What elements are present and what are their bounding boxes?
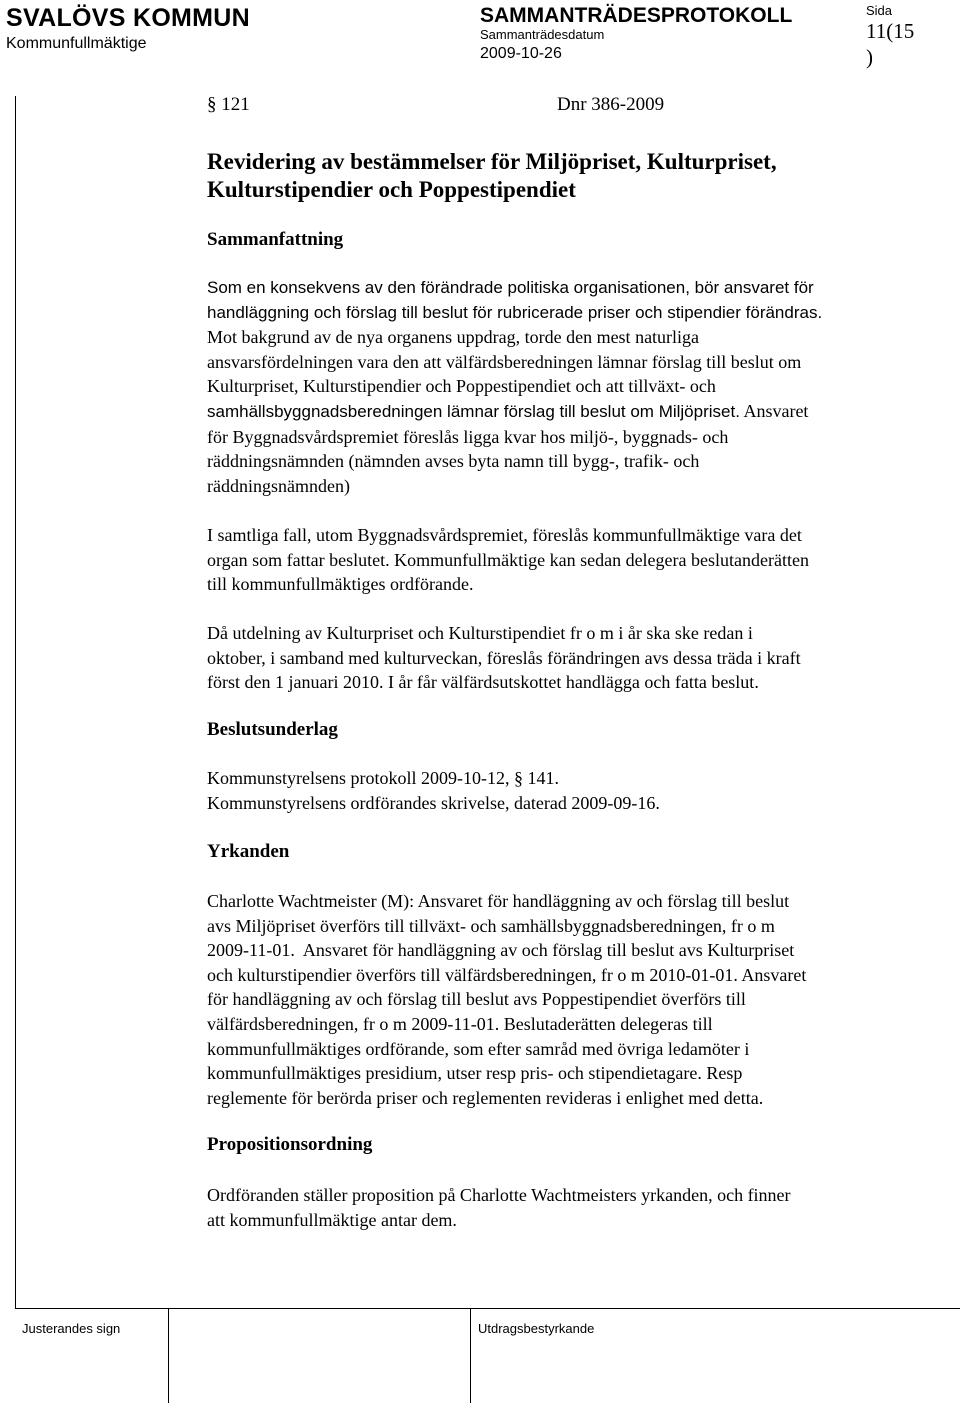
text-line: kommunfullmäktiges ordförande, som efter samråd med övriga ledamöter i	[207, 1038, 750, 1059]
footer-column-divider	[470, 1308, 471, 1403]
text-line: först den 1 januari 2010. I år får välfärdsutskottet handlägga och fatta beslut.	[207, 672, 759, 693]
text-line: Ordföranden ställer proposition på Charlotte Wachtmeisters yrkanden, och finner	[207, 1185, 791, 1205]
text-line: Mot bakgrund av de nya organens uppdrag, torde den mest naturliga	[207, 327, 700, 348]
section-sign: §	[207, 94, 217, 115]
diary-number: Dnr 386-2009	[557, 94, 665, 115]
text-line: Som en konsekvens av den förändrade politiska organisationen, bör ansvaret för	[207, 278, 814, 297]
page-number-close: )	[866, 45, 873, 69]
summary-heading: Sammanfattning	[207, 229, 344, 250]
text-line: Kulturpriset, Kulturstipendier och Poppestipendiet och att tillväxt- och	[207, 376, 716, 397]
extract-certification-label: Utdragsbestyrkande	[478, 1321, 595, 1336]
footer-divider	[15, 1308, 960, 1309]
summary-paragraph	[207, 523, 937, 597]
text-line: handläggning och förslag till beslut för rubricerade priser och stipendier förändras.	[207, 302, 823, 322]
text-line: för handläggning av och förslag till beslut avs Poppestipendiet överförs till	[207, 989, 746, 1010]
decision-basis-list	[207, 766, 937, 815]
text-line: till kommunfullmäktiges ordförande.	[207, 574, 474, 595]
organization-body: Kommunfullmäktige	[6, 35, 147, 52]
text-line: räddningsnämnden)	[207, 475, 350, 496]
text-fragment: Ansvaret	[743, 400, 809, 421]
text-line: 2009-11-01. Ansvaret för handläggning av och förslag till beslut avs Kulturpriset	[207, 940, 795, 961]
motions-paragraph	[207, 889, 937, 1110]
text-line	[207, 399, 937, 425]
decision-basis-heading: Beslutsunderlag	[207, 719, 338, 740]
text-line: oktober, i samband med kulturveckan, föreslås förändringen avs dessa träda i kraft	[207, 647, 801, 668]
date-value: 2009-10-26	[480, 45, 562, 62]
paragraph-number-value: 121	[221, 94, 250, 115]
section-title-line: Revidering av bestämmelser för Miljöpriset, Kulturpriset,	[207, 149, 777, 174]
text-line: Då utdelning av Kulturpriset och Kulturstipendiet fr o m i år ska ske redan i	[207, 623, 753, 643]
text-line: välfärdsberedningen, fr o m 2009-11-01. Beslutaderätten delegeras till	[207, 1013, 713, 1034]
summary-paragraph	[207, 276, 937, 498]
left-margin-line	[15, 96, 16, 1308]
text-line: I samtliga fall, utom Byggnadsvårdspremiet, föreslås kommunfullmäktige vara det	[207, 525, 802, 545]
motions-heading: Yrkanden	[207, 841, 290, 862]
page-label: Sida	[866, 3, 893, 18]
text-line: Kommunstyrelsens protokoll 2009-10-12, § 141.	[207, 768, 559, 788]
text-line: för Byggnadsvårdspremiet föreslås ligga kvar hos miljö-, byggnads- och	[207, 426, 729, 447]
text-line: ansvarsfördelningen vara den att välfärdsberedningen lämnar förslag till beslut om	[207, 351, 802, 372]
text-line: räddningsnämnden (nämnden avses byta namn till bygg-, trafik- och	[207, 451, 700, 472]
proposition-order-paragraph	[207, 1183, 937, 1232]
summary-paragraph	[207, 621, 937, 695]
text-line: organ som fattar beslutet. Kommunfullmäktige kan sedan delegera beslutanderätten	[207, 549, 809, 570]
text-fragment: samhällsbyggnadsberedningen lämnar förslag till beslut om Miljöpriset.	[207, 401, 740, 421]
text-line: att kommunfullmäktige antar dem.	[207, 1209, 457, 1230]
text-line: kommunfullmäktiges presidium, utser resp pris- och stipendietagare. Resp	[207, 1063, 743, 1084]
section-title-line: Kulturstipendier och Poppestipendiet	[207, 177, 576, 202]
date-label: Sammanträdesdatum	[480, 27, 605, 42]
section-title	[207, 148, 907, 204]
text-line: Charlotte Wachtmeister (M): Ansvaret för handläggning av och förslag till beslut	[207, 891, 790, 911]
signature-label: Justerandes sign	[22, 1321, 121, 1336]
page-number: 11(15	[866, 19, 915, 43]
text-line: reglemente för berörda priser och reglementen revideras i enlighet med detta.	[207, 1087, 764, 1108]
text-line: Kommunstyrelsens ordförandes skrivelse, daterad 2009-09-16.	[207, 792, 660, 813]
document-type: SAMMANTRÄDESPROTOKOLL	[480, 4, 793, 27]
organization-name: SVALÖVS KOMMUN	[6, 4, 251, 32]
footer-column-divider	[168, 1308, 169, 1403]
text-line: avs Miljöpriset överförs till tillväxt- och samhällsbyggnadsberedningen, fr o m	[207, 915, 775, 936]
text-line: och kulturstipendier överförs till välfärdsberedningen, fr o m 2010-01-01. Ansvaret	[207, 964, 807, 985]
proposition-order-heading: Propositionsordning	[207, 1134, 373, 1155]
paragraph-number	[207, 94, 250, 116]
